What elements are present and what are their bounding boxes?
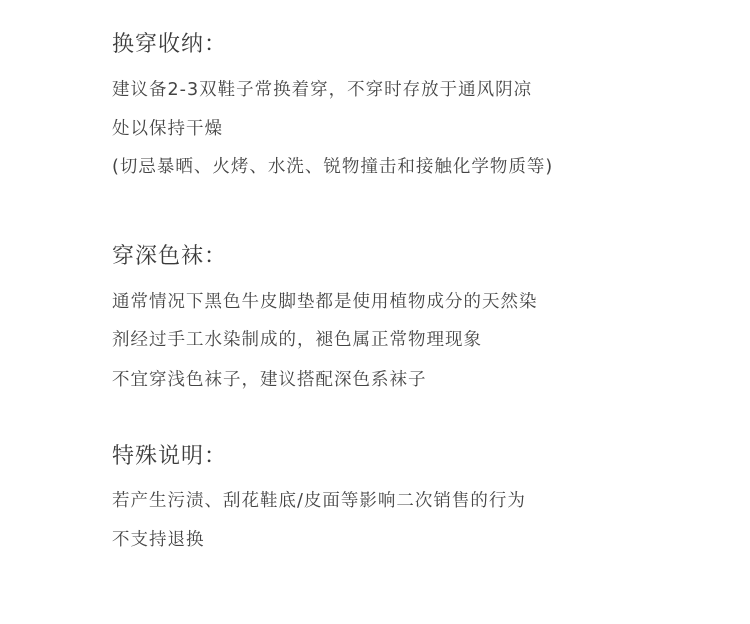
dark-socks-text-line: 不宜穿浅色袜子，建议搭配深色系袜子: [112, 370, 427, 390]
section-heading-dark-socks: 穿深色袜：: [112, 244, 228, 269]
section-heading-storage: 换穿收纳：: [112, 32, 228, 57]
section-heading-special-notes: 特殊说明：: [112, 444, 228, 469]
special-notes-text-line: 不支持退换: [112, 530, 205, 550]
storage-text-line: 建议备2-3双鞋子常换着穿，不穿时存放于通风阴凉: [112, 80, 533, 100]
storage-text-line: (切忌暴晒、火烤、水洗、锐物撞击和接触化学物质等): [112, 157, 554, 177]
dark-socks-text-line: 通常情况下黑色牛皮脚垫都是使用植物成分的天然染: [112, 292, 538, 312]
dark-socks-text-line: 剂经过手工水染制成的，褪色属正常物理现象: [112, 330, 482, 350]
storage-text-line: 处以保持干燥: [112, 119, 223, 139]
special-notes-text-line: 若产生污渍、刮花鞋底/皮面等影响二次销售的行为: [112, 491, 526, 511]
